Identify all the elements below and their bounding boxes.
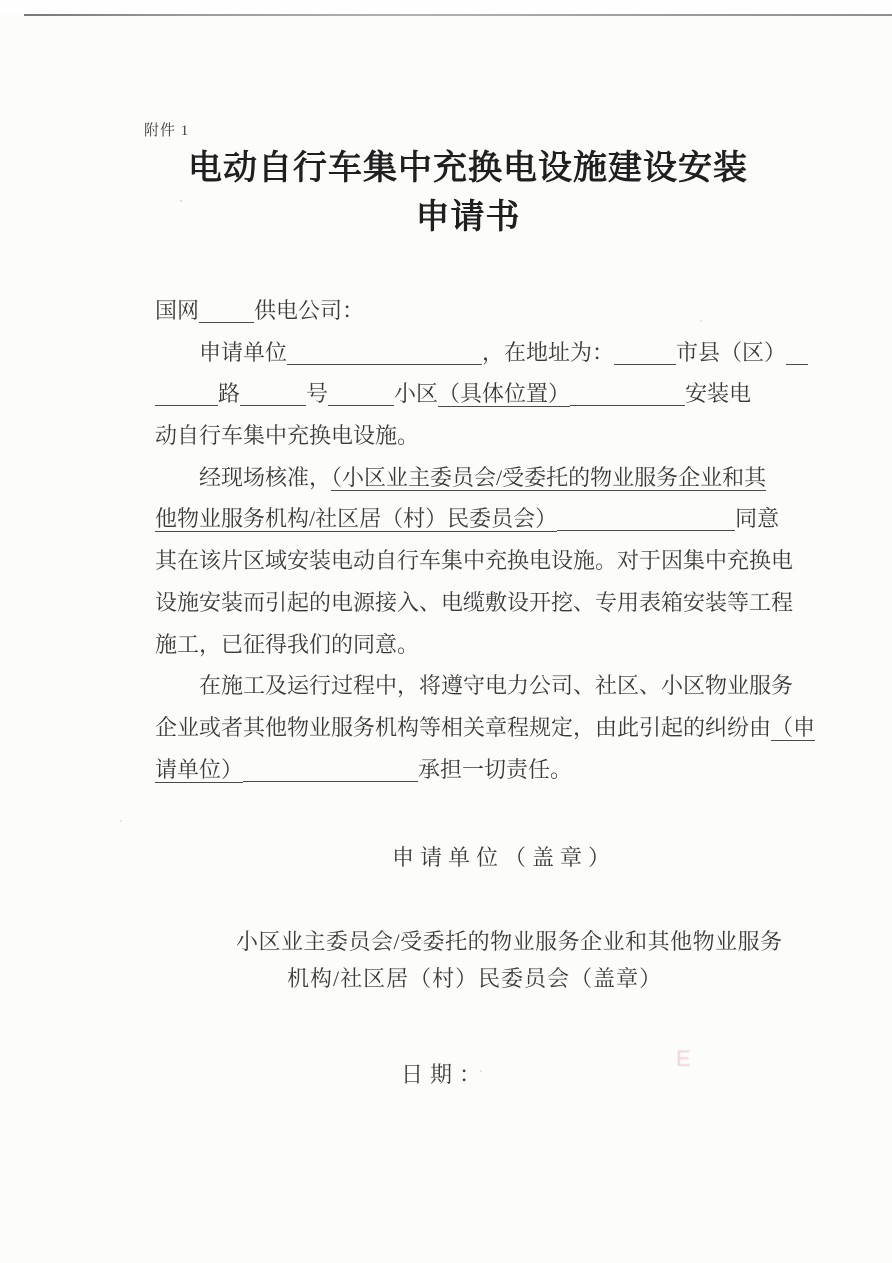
underlined-text: （申 (771, 714, 816, 740)
applicant-seal-line: 申请单位（盖章） (392, 845, 617, 870)
scan-artifact-top-edge (24, 14, 892, 16)
committee-seal-line-1: 小区业主委员会/受委托的物业服务企业和其他物业服务 (236, 929, 783, 954)
blank-field (328, 383, 394, 406)
underlined-text: 请单位） (155, 756, 244, 782)
body-text: 小区 (394, 381, 439, 407)
body-text: 号 (306, 381, 329, 407)
body-text: 承担一切责任。 (418, 756, 573, 782)
body-line (155, 457, 783, 499)
document-body (155, 290, 816, 790)
committee-seal-line-2: 机构/社区居（村）民委员会（盖章） (287, 966, 663, 991)
body-line (155, 707, 816, 749)
body-line (155, 665, 794, 707)
body-text: 施工，已征得我们的同意。 (155, 631, 420, 657)
body-line (155, 582, 794, 624)
body-text: 在施工及运行过程中，将遵守电力公司、社区、小区物业服务 (199, 673, 794, 699)
blank-field (557, 508, 735, 531)
body-text: 同意 (735, 506, 780, 532)
document-title-line2: 申请书 (415, 199, 521, 236)
body-line (155, 540, 794, 582)
body-text: 经现场核准， (199, 464, 332, 490)
blank-field (240, 383, 306, 406)
body-text: 安装电 (685, 381, 752, 407)
body-line (155, 749, 783, 791)
scanner-lid-strip (0, 0, 892, 14)
body-text: 国网 (155, 298, 200, 323)
blank-field (614, 342, 676, 365)
blank-field (155, 383, 218, 406)
body-text: 动自行车集中充换电设施。 (155, 423, 420, 449)
document-title-line1: 电动自行车集中充换电设施建设安装 (188, 150, 748, 187)
body-line (155, 332, 787, 374)
body-line (155, 373, 783, 415)
blank-field (786, 342, 808, 365)
body-text: 企业或者其他物业服务机构等相关章程规定，由此引起的纠纷由 (155, 714, 772, 740)
body-text: 路 (218, 381, 241, 407)
underlined-text: （小区业主委员会/受委托的物业服务企业和其 (331, 464, 767, 490)
blank-field (570, 383, 685, 406)
body-line (155, 290, 783, 332)
body-text: 供电公司： (254, 298, 365, 323)
body-line (155, 415, 783, 457)
date-label: 日期： (401, 1062, 489, 1087)
attachment-label: 附件 1 (144, 123, 190, 139)
blank-field (199, 300, 254, 323)
underlined-text: 他物业服务机构/社区居（村）民委员会） (155, 506, 558, 532)
body-text: 其在该片区域安装电动自行车集中充换电设施。对于因集中充换电 (155, 548, 794, 574)
body-text: 申请单位 (199, 339, 288, 365)
blank-field (243, 759, 418, 782)
document-title (132, 144, 804, 242)
blank-field (287, 342, 482, 365)
body-line (155, 498, 783, 540)
body-text: ，在地址为： (482, 339, 615, 365)
underlined-text: （具体位置） (438, 381, 571, 407)
body-line (155, 624, 783, 666)
body-text: 设施安装而引起的电源接入、电缆敷设开挖、专用表箱安装等工程 (155, 589, 794, 615)
scan-artifact-pink-mark: E (676, 1046, 697, 1071)
body-text: 市县（区） (676, 339, 787, 365)
